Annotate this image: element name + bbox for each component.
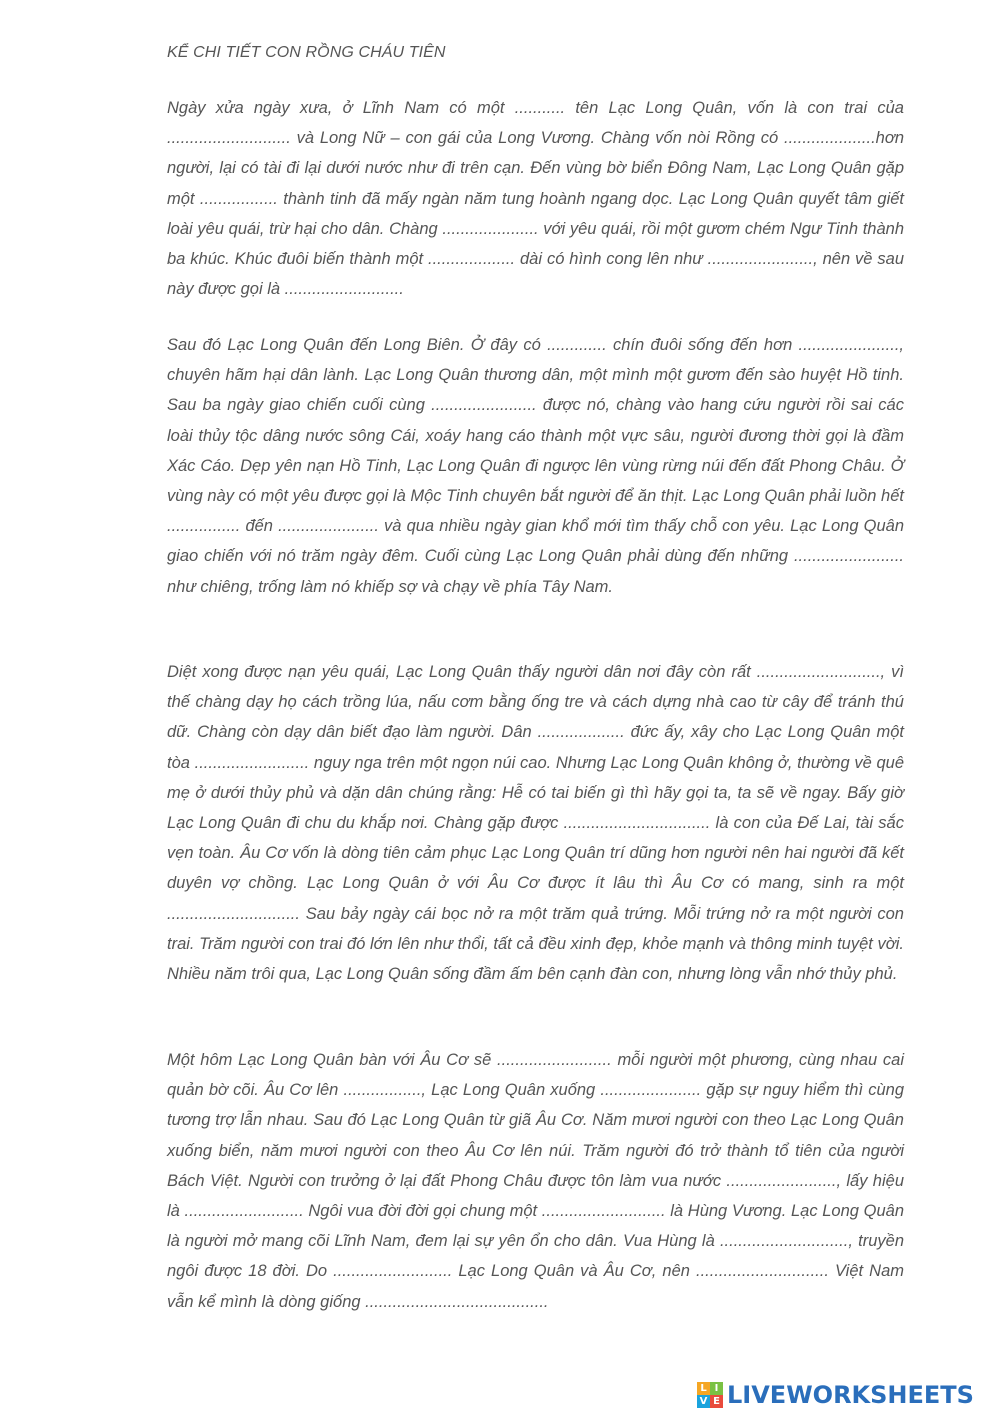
logo-badge-letter: I xyxy=(710,1382,723,1395)
liveworksheets-logo xyxy=(697,1380,974,1410)
story-paragraph-1: Ngày xửa ngày xưa, ở Lĩnh Nam có một ........... tên Lạc Long Quân, vốn là con trai của ........................... và Long Nữ – con gái của Long Vương. Chàng vốn nòi Rồng có ....................hơn người, lại có tài đi lại dưới nước như đi trên cạn. Đến vùng bờ biển Đông Nam, Lạc Long Quân gặp một ................. thành tinh đã mấy ngàn năm tung hoành ngang dọc. Lạc Long Quân quyết tâm giết loài yêu quái, trừ hại cho dân. Chàng ..................... với yêu quái, rồi một gươm chém Ngư Tinh thành ba khúc. Khúc đuôi biến thành một ................... dài có hình cong lên như ......................., nên về sau này được gọi là .......................... xyxy=(167,99,904,299)
logo-wordmark: LIVEWORKSHEETS xyxy=(727,1381,974,1409)
logo-badge-letter: V xyxy=(697,1395,710,1408)
worksheet-title: KỂ CHI TIẾT CON RỒNG CHÁU TIÊN xyxy=(167,44,446,61)
logo-badge-letter: L xyxy=(697,1382,710,1395)
logo-badge-letter: E xyxy=(710,1395,723,1408)
story-paragraph-4: Một hôm Lạc Long Quân bàn với Âu Cơ sẽ ......................... mỗi người một phương, cùng nhau cai quản bờ cõi. Âu Cơ lên ................., Lạc Long Quân xuống ...................... gặp sự nguy hiểm thì cùng tương trợ lẫn nhau. Sau đó Lạc Long Quân từ giã Âu Cơ. Năm mươi người con theo Lạc Long Quân xuống biển, năm mươi người con theo Âu Cơ lên núi. Trăm người đó trở thành tổ tiên của người Bách Việt. Người con trưởng ở lại đất Phong Châu được tôn làm vua nước ........................, lấy hiệu là .......................... Ngôi vua đời đời gọi chung một ........................... là Hùng Vương. Lạc Long Quân là người mở mang cõi Lĩnh Nam, đem lại sự yên ổn cho dân. Vua Hùng là ............................, truyền ngôi được 18 đời. Do .......................... Lạc Long Quân và Âu Cơ, nên ............................. Việt Nam vẫn kể mình là dòng giống ........................................ xyxy=(167,1051,904,1311)
story-paragraph-2: Sau đó Lạc Long Quân đến Long Biên. Ở đây có ............. chín đuôi sống đến hơn ......................, chuyên hãm hại dân lành. Lạc Long Quân thương dân, một mình một gươm đến sào huyệt Hồ tinh. Sau ba ngày giao chiến cuối cùng ....................... được nó, chàng vào hang cứu người rồi sai các loài thủy tộc dâng nước sông Cái, xoáy hang cáo thành một vực sâu, người đương thời gọi là đầm Xác Cáo. Dẹp yên nạn Hồ Tinh, Lạc Long Quân đi ngược lên vùng rừng núi đến đất Phong Châu. Ở vùng này có một yêu được gọi là Mộc Tinh chuyên bắt người để ăn thịt. Lạc Long Quân phải luồn hết ................ đến ...................... và qua nhiều ngày gian khổ mới tìm thấy chỗ con yêu. Lạc Long Quân giao chiến với nó trăm ngày đêm. Cuối cùng Lạc Long Quân phải dùng đến những ........................ như chiêng, trống làm nó khiếp sợ và chạy về phía Tây Nam. xyxy=(167,336,904,596)
story-paragraph-3: Diệt xong được nạn yêu quái, Lạc Long Quân thấy người dân nơi đây còn rất ..........................., vì thế chàng dạy họ cách trồng lúa, nấu cơm bằng ống tre và cách dựng nhà cao từ cây để tránh thú dữ. Chàng còn dạy dân biết đạo làm người. Dân ................... đức ấy, xây cho Lạc Long Quân một tòa ......................... nguy nga trên một ngọn núi cao. Nhưng Lạc Long Quân không ở, thường về quê mẹ ở dưới thủy phủ và dặn dân chúng rằng: Hễ có tai biến gì thì hãy gọi ta, ta sẽ về ngay. Bấy giờ Lạc Long Quân đi chu du khắp nơi. Chàng gặp được ................................ là con của Đế Lai, tài sắc vẹn toàn. Âu Cơ vốn là dòng tiên cảm phục Lạc Long Quân trí dũng hơn người nên hai người đã kết duyên vợ chồng. Lạc Long Quân ở với Âu Cơ được ít lâu thì Âu Cơ có mang, sinh ra một ............................. Sau bảy ngày cái bọc nở ra một trăm quả trứng. Mỗi trứng nở ra một người con trai. Trăm người con trai đó lớn lên như thổi, tất cả đều xinh đẹp, khỏe mạnh và thông minh tuyệt vời. Nhiều năm trôi qua, Lạc Long Quân sống đầm ấm bên cạnh đàn con, nhưng lòng vẫn nhớ thủy phủ. xyxy=(167,663,904,984)
logo-badge-icon xyxy=(697,1382,723,1408)
